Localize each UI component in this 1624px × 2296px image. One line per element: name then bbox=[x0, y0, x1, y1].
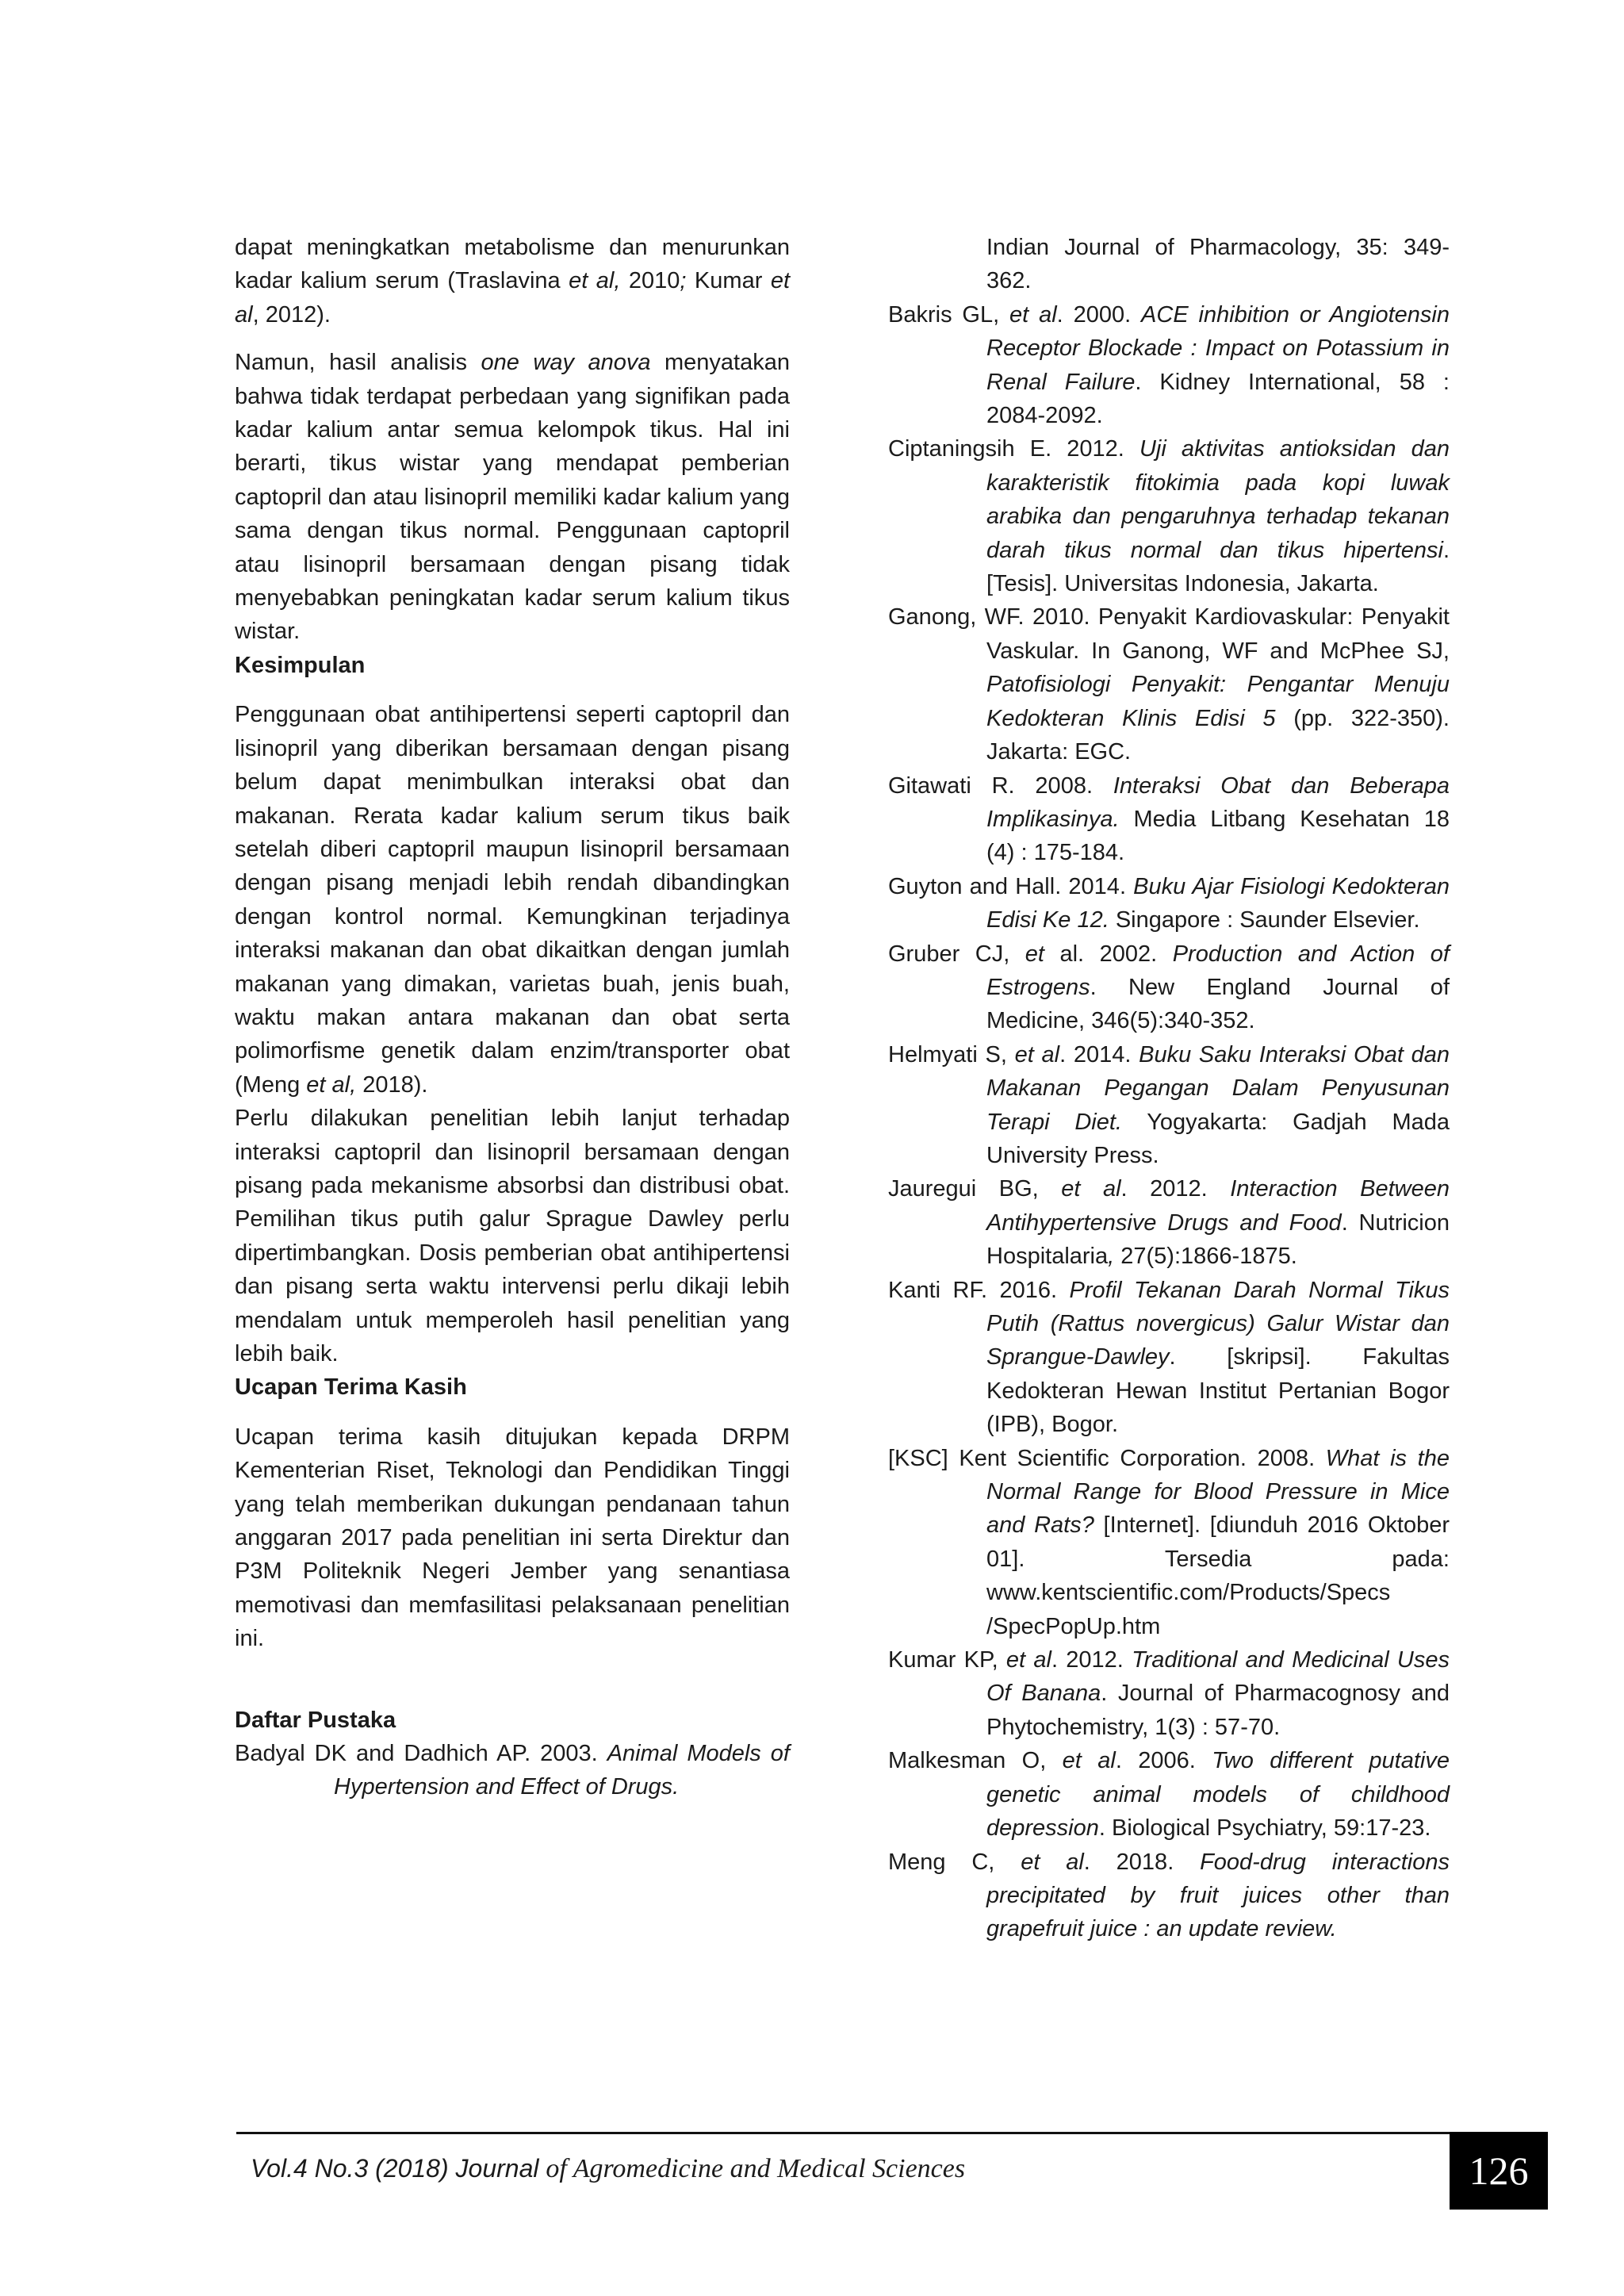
paragraph-kalium-metabolism: dapat meningkatkan metabolisme dan menurunkan kadar kalium serum (Traslavina et al, 2010; Kumar et al, 2012). bbox=[235, 235, 791, 328]
reference-malkesman: Malkesman O, et al. 2006. Two different putative genetic animal models of childhood depression. Biological Psychiatry, 59:17-23. bbox=[888, 1748, 1450, 1842]
reference-ksc: [KSC] Kent Scientific Corporation. 2008. What is the Normal Range for Blood Pressure in Mice and Rats? [Internet]. [diunduh 2016 Oktober 01]. Tersedia pada: www.kentscientific.com/Products/Specs /SpecPopUp.htm bbox=[888, 1445, 1450, 1639]
reference-jauregui: Jauregui BG, et al. 2012. Interaction Between Antihypertensive Drugs and Food. Nutricion Hospitalaria, 27(5):1866-1875. bbox=[888, 1176, 1450, 1270]
reference-bakris: Bakris GL, et al. 2000. ACE inhibition or Angiotensin Receptor Blockade : Impact on Potassium in Renal Failure. Kidney International, 58 : 2084-2092. bbox=[888, 301, 1450, 429]
paragraph-anova-result: Namun, hasil analisis one way anova menyatakan bahwa tidak terdapat perbedaan yang signifikan pada kadar kalium antar semua kelompok tikus. Hal ini berarti, tikus wistar yang mendapat pemberian captopril dan atau lisinopril memiliki kadar kalium yang sama dengan tikus normal. Penggunaan captopril atau lisinopril bersamaan dengan pisang tidak menyebabkan peningkatan kadar serum kalium tikus wistar. bbox=[235, 350, 790, 645]
footer-journal-citation: Vol.4 No.3 (2018) Journal of Agromedicine and Medical Sciences bbox=[251, 2154, 966, 2183]
left-column bbox=[235, 231, 790, 1804]
reference-meng: Meng C, et al. 2018. Food-drug interactions precipitated by fruit juices other than grapefruit juice : an update review. bbox=[888, 1849, 1450, 1942]
reference-badyal-continued: Indian Journal of Pharmacology, 35: 349-362. bbox=[986, 235, 1450, 294]
reference-guyton: Guyton and Hall. 2014. Buku Ajar Fisiologi Kedokteran Edisi Ke 12. Singapore : Saunder Elsevier. bbox=[888, 873, 1450, 933]
paragraph-ucapan: Ucapan terima kasih ditujukan kepada DRPM Kementerian Riset, Teknologi dan Pendidikan Tinggi yang telah memberikan dukungan pendanaan tahun anggaran 2017 pada penelitian ini serta Direktur dan P3M Politeknik Negeri Jember yang senantiasa memotivasi dan memfasilitasi pelaksanaan penelitian ini. bbox=[235, 1424, 790, 1652]
paragraph-saran: Perlu dilakukan penelitian lebih lanjut terhadap interaksi captopril dan lisinopril bersamaan dengan pisang pada mekanisme absorbsi dan distribusi obat. Pemilihan tikus putih galur Sprague Dawley perlu dipertimbangkan. Dosis pemberian obat antihipertensi dan pisang serta waktu intervensi perlu dikaji lebih mendalam untuk memperoleh hasil penelitian yang lebih baik. bbox=[235, 1106, 790, 1366]
footer-rule bbox=[236, 2132, 1450, 2134]
section-heading-ucapan: Ucapan Terima Kasih bbox=[235, 1374, 467, 1401]
reference-gitawati: Gitawati R. 2008. Interaksi Obat dan Beberapa Implikasinya. Media Litbang Kesehatan 18 (4) : 175-184. bbox=[888, 772, 1450, 866]
reference-kumar: Kumar KP, et al. 2012. Traditional and Medicinal Uses Of Banana. Journal of Pharmacognosy and Phytochemistry, 1(3) : 57-70. bbox=[888, 1647, 1450, 1740]
section-heading-kesimpulan: Kesimpulan bbox=[235, 652, 366, 678]
reference-gruber: Gruber CJ, et al. 2002. Production and Action of Estrogens. New England Journal of Medicine, 346(5):340-352. bbox=[888, 941, 1450, 1034]
section-heading-daftar-pustaka: Daftar Pustaka bbox=[235, 1707, 396, 1733]
reference-ciptaningsih: Ciptaningsih E. 2012. Uji aktivitas antioksidan dan karakteristik fitokimia pada kopi luwak arabika dan pengaruhnya terhadap tekanan darah tikus normal dan tikus hipertensi. [Tesis]. Universitas Indonesia, Jakarta. bbox=[888, 436, 1450, 597]
paragraph-kesimpulan: Penggunaan obat antihipertensi seperti captopril dan lisinopril yang diberikan bersamaan dengan pisang belum dapat menimbulkan interaksi obat dan makanan. Rerata kadar kalium serum tikus baik setelah diberi captopril maupun lisinopril bersamaan dengan pisang menjadi lebih rendah dibandingkan dengan kontrol normal. Kemungkinan terjadinya interaksi makanan dan obat dikaitkan dengan jumlah makanan yang dimakan, varietas buah, jenis buah, waktu makan antara makanan dan obat serta polimorfisme genetik dalam enzim/transporter obat (Meng et al, 2018). bbox=[235, 702, 790, 1098]
reference-ganong: Ganong, WF. 2010. Penyakit Kardiovaskular: Penyakit Vaskular. In Ganong, WF and McPhee SJ, Patofisiologi Penyakit: Pengantar Menuju Kedokteran Klinis Edisi 5 (pp. 322-350). Jakarta: EGC. bbox=[888, 604, 1450, 765]
reference-kanti: Kanti RF. 2016. Profil Tekanan Darah Normal Tikus Putih (Rattus novergicus) Galur Wistar dan Sprangue-Dawley. [skripsi]. Fakultas Kedokteran Hewan Institut Pertanian Bogor (IPB), Bogor. bbox=[888, 1277, 1450, 1438]
page-number: 126 bbox=[1450, 2132, 1548, 2210]
reference-helmyati: Helmyati S, et al. 2014. Buku Saku Interaksi Obat dan Makanan Pegangan Dalam Penyusunan Terapi Diet. Yogyakarta: Gadjah Mada University Press. bbox=[888, 1041, 1450, 1168]
right-column bbox=[888, 231, 1450, 1946]
reference-badyal: Badyal DK and Dadhich AP. 2003. Animal Models of Hypertension and Effect of Drugs. bbox=[235, 1741, 790, 1800]
